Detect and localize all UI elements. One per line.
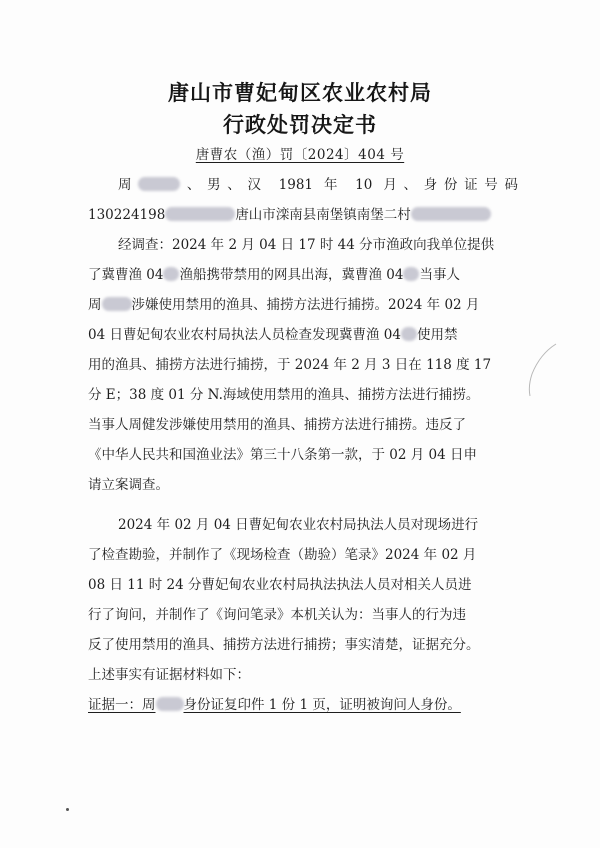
id-number-prefix: 130224198: [88, 207, 166, 223]
suspected-violation: 涉嫌使用禁用的渔具、捕捞方法进行捕捞。2024 年 02 月: [131, 297, 480, 313]
para1-line-4: [88, 325, 518, 345]
para1-line-1: 经调查：2024 年 2 月 04 日 17 时 44 分市渔政向我单位提供: [118, 237, 495, 253]
redacted-vessel-3: [401, 327, 417, 341]
redacted-name: [138, 177, 180, 191]
party-info-line-1: [118, 175, 518, 195]
party-label: 当事人: [419, 267, 460, 283]
scan-mark: [520, 340, 560, 400]
para1-line-5: 用的渔具、捕捞方法进行捕捞，于 2024 年 2 月 3 日在 118 度 17: [88, 357, 492, 373]
inspection-finding: 04 日曹妃甸农业农村局执法人员检查发现冀曹渔 04: [88, 327, 401, 343]
party-details: 、男、汉 1981 年 10 月、身份证号码: [180, 177, 519, 193]
para2-line-4: 行了询问，并制作了《询问笔录》本机关认为：当事人的行为违: [88, 607, 466, 623]
document-title-agency: 唐山市曹妃甸区农业农村局: [168, 81, 432, 105]
para1-line-3: [88, 295, 518, 315]
redacted-vessel-1: [163, 267, 179, 281]
redacted-name-2: [102, 297, 132, 311]
para2-line-5: 反了使用禁用的渔具、捕捞方法进行捕捞；事实清楚，证据充分。: [88, 637, 480, 653]
para1-line-7: 当事人周健发涉嫌使用禁用的渔具、捕捞方法进行捕捞。违反了: [88, 417, 466, 433]
evidence-item-1: [88, 695, 518, 715]
inspection-finding-end: 使用禁: [416, 327, 458, 343]
party-info-line-2: [88, 205, 518, 225]
party-surname: 周: [118, 177, 139, 193]
document-title-type: 行政处罚决定书: [223, 113, 377, 137]
para2-line-1: 2024 年 02 月 04 日曹妃甸农业农村局执法人员对现场进行: [118, 517, 479, 533]
evidence-description: 身份证复印件 1 份 1 页，证明被询问人身份。: [183, 697, 461, 713]
document-number-text: 唐曹农（渔）罚〔2024〕404 号: [195, 147, 405, 163]
vessel-ref-1: 了冀曹渔 04: [88, 267, 164, 283]
para1-line-8: 《中华人民共和国渔业法》第三十八条第一款，于 02 月 04 日申: [88, 447, 478, 463]
party-surname-2: 周: [88, 297, 102, 313]
para1-line-6: 分 E；38 度 01 分 N.海域使用禁用的渔具、捕捞方法进行捕捞。: [88, 387, 480, 403]
para1-line-9: 请立案调查。: [88, 477, 169, 493]
redacted-name-3: [156, 697, 184, 711]
scan-speck: [66, 808, 69, 811]
redacted-address: [411, 207, 491, 221]
document-number: [0, 143, 600, 163]
redacted-vessel-2: [403, 267, 419, 281]
redacted-id: [165, 207, 235, 221]
party-address: 唐山市滦南县南堡镇南堡二村: [235, 207, 411, 223]
para2-line-3: 08 日 11 时 24 分曹妃甸农业农村局执法执法人员对相关人员进: [88, 577, 472, 593]
para2-line-2: 了检查勘验，并制作了《现场检查（勘验）笔录》2024 年 02 月: [88, 547, 477, 563]
evidence-label: 证据一：周: [88, 697, 156, 713]
vessel-ref-2: 渔船携带禁用的网具出海，冀曹渔 04: [179, 267, 404, 283]
para1-line-2: [88, 265, 518, 285]
para3-line-1: 上述事实有证据材料如下：: [88, 667, 250, 683]
